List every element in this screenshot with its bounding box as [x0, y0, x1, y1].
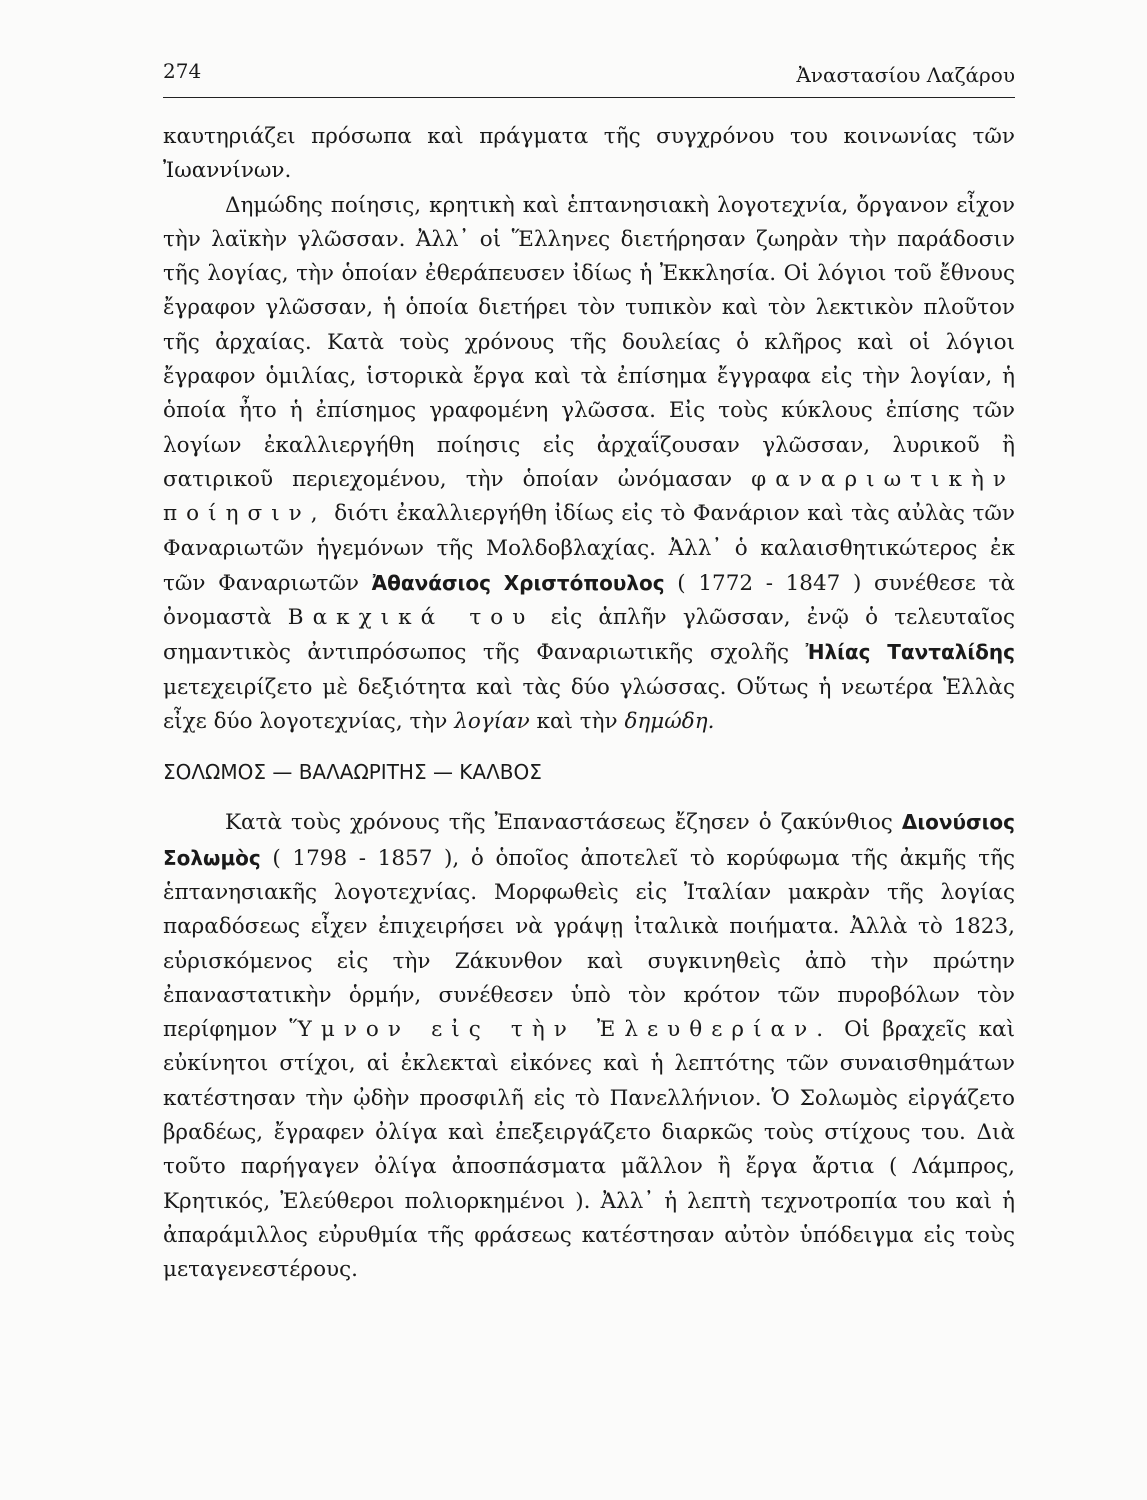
book-page — [163, 55, 1015, 1288]
p2-italic-2: δημώδη. — [624, 709, 715, 735]
p3-text-3: Οἱ βραχεῖς καὶ εὐκίνητοι στίχοι, αἱ ἐκλεκταὶ εἰκόνες καὶ ἡ λεπτότης τῶν συναισθημάτων κατέστησαν τὴν ᾠδὴν προσφιλῆ εἰς τὸ Πανελλήνιον. Ὁ Σολωμὸς εἰργάζετο βραδέως, ἔγραφεν ὀλίγα καὶ ἐπεξειργάζετο διαρκῶς τοὺς στίχους του. Διὰ τοῦτο παρήγαγεν ὀλίγα ἀποσπάσματα μᾶλλον ἢ ἔργα ἄρτια ( Λάμπρος, Κρητικός, Ἐλεύθεροι πολιορκημένοι ). Ἀλλ᾽ ἡ λεπτὴ τεχνοτροπία του καὶ ἡ ἀπαράμιλλος εὐρυθμία τῆς φράσεως κατέστησαν αὐτὸν ὑπόδειγμα εἰς τοὺς μεταγενεστέρους. — [163, 1017, 1016, 1283]
section-heading: ΣΟΛΩΜΟΣ — ΒΑΛΑΩΡΙΤΗΣ — ΚΑΛΒΟΣ — [163, 760, 542, 785]
p2-name-tantalidis: Ἠλίας Τανταλίδης — [805, 640, 1015, 665]
p3-name-solomos: Διονύσιος Σολωμὸς — [163, 810, 1015, 870]
p2-name-christopoulos: Ἀθανάσιος Χριστόπουλος — [371, 570, 665, 595]
p3-text-1: Κατὰ τοὺς χρόνους τῆς Ἐπαναστάσεως ἔζησεν ὁ ζακύνθιος — [225, 810, 893, 836]
p2-text-2: διότι ἐκαλλιεργήθη ἰδίως εἰς τὸ Φανάριον καὶ τὰς αὐλὰς τῶν Φαναριωτῶν ἡγεμόνων τῆς Μολδοβλαχίας. Ἀλλ᾽ ὁ καλαισθητικώτερος ἐκ τῶν Φαναριωτῶν — [163, 501, 1015, 596]
paragraph-2 — [163, 189, 1015, 740]
paragraph-3 — [163, 805, 1015, 1287]
page-number: 274 — [163, 59, 202, 83]
p2-text-4: εἰς ἁπλῆν γλῶσσαν, ἐνῷ ὁ τελευταῖος σημαντικὸς ἀντιπρόσωπος τῆς Φαναριωτικῆς σχολῆς — [163, 605, 1015, 666]
p2-text-3: ( 1772 - 1847 ) συνέθεσε τὰ ὀνομαστὰ — [163, 570, 1015, 631]
p3-spaced-term: Ὕμνον εἰς τὴν Ἐλευθερίαν. — [289, 1017, 833, 1043]
p2-spaced-term-1: φαναριωτικὴν ποίησιν, — [163, 466, 1015, 527]
p2-italic-1: λογίαν — [454, 709, 530, 735]
p3-text-2: ( 1798 - 1857 ), ὁ ὁποῖος ἀποτελεῖ τὸ κορύφωμα τῆς ἀκμῆς τῆς ἑπτανησιακῆς λογοτεχνίας. Μορφωθεὶς εἰς Ἰταλίαν μακρὰν τῆς λογίας παραδόσεως εἶχεν ἐπιχειρήσει νὰ γράψῃ ἰταλικὰ ποιήματα. Ἀλλὰ τὸ 1823, εὑρισκόμενος εἰς τὴν Ζάκυνθον καὶ συγκινηθεὶς ἀπὸ τὴν πρώτην ἐπαναστατικὴν ὁρμήν, συνέθεσεν ὑπὸ τὸν κρότον τῶν πυροβόλων τὸν περίφημον — [163, 845, 1015, 1043]
p2-text-6: καὶ τὴν — [536, 709, 618, 735]
p2-spaced-term-2: Βακχικά του — [287, 605, 535, 631]
p2-text-1: Δημώδης ποίησις, κρητικὴ καὶ ἑπτανησιακὴ λογοτεχνία, ὄργανον εἶχον τὴν λαϊκὴν γλῶσσαν. Ἀλλ᾽ οἱ Ἕλληνες διετήρησαν ζωηρὰν τὴν παράδοσιν τῆς λογίας, τὴν ὁποίαν ἐθεράπευσεν ἰδίως ἡ Ἐκκλησία. Οἱ λόγιοι τοῦ ἔθνους ἔγραφον γλῶσσαν, ἡ ὁποία διετήρει τὸν τυπικὸν καὶ τὸν λεκτικὸν πλοῦτον τῆς ἀρχαίας. Κατὰ τοὺς χρόνους τῆς δουλείας ὁ κλῆρος καὶ οἱ λόγιοι ἔγραφον ὁμιλίας, ἱστορικὰ ἔργα καὶ τὰ ἐπίσημα ἔγγραφα εἰς τὴν λογίαν, ἡ ὁποία ἦτο ἡ ἐπίσημος γραφομένη γλῶσσα. Εἰς τοὺς κύκλους ἐπίσης τῶν λογίων ἐκαλλιεργήθη ποίησις εἰς ἀρχαΐζουσαν γλῶσσαν, λυρικοῦ ἢ σατιρικοῦ περιεχομένου, τὴν ὁποίαν ὠνόμασαν — [163, 192, 1015, 492]
page-header — [163, 55, 1015, 98]
page-body — [163, 120, 1015, 1288]
paragraph-1: καυτηριάζει πρόσωπα καὶ πράγματα τῆς συγχρόνου του κοινωνίας τῶν Ἰωαννίνων. — [163, 124, 1015, 184]
running-title: Ἀναστασίου Λαζάρου — [796, 63, 1015, 87]
p2-text-5: μετεχειρίζετο μὲ δεξιότητα καὶ τὰς δύο γλώσσας. Οὕτως ἡ νεωτέρα Ἑλλὰς εἶχε δύο λογοτεχνίας, τὴν — [163, 674, 1015, 735]
